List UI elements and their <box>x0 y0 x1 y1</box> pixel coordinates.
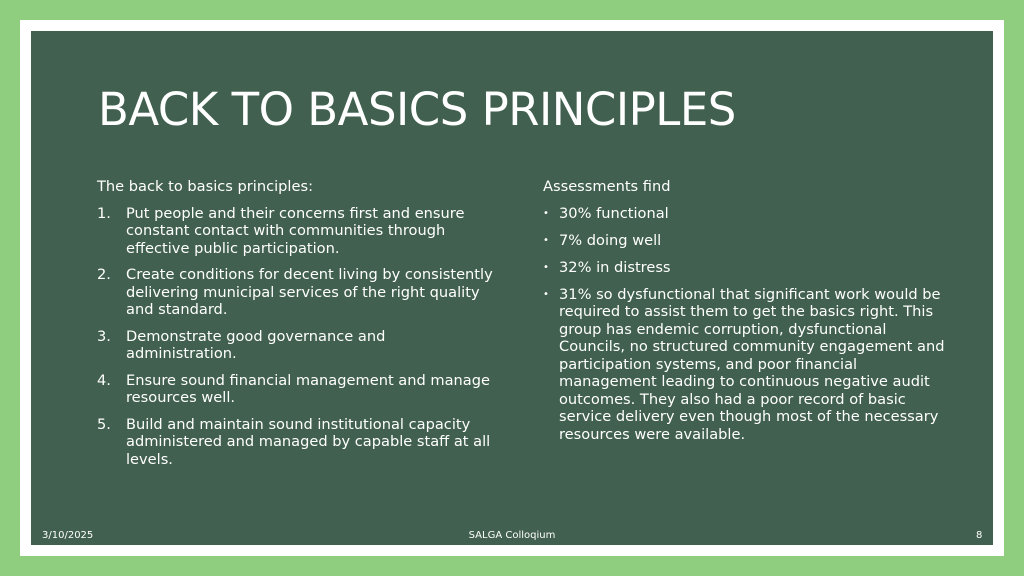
principle-text: Put people and their concerns first and ensure constant contact with communities through effective public participation. <box>126 204 465 257</box>
principle-text: Create conditions for decent living by consistently delivering municipal services of the right quality and standard. <box>126 266 493 318</box>
finding-item <box>543 232 953 250</box>
principle-number: 3. <box>97 327 111 345</box>
bullet-icon: • <box>543 207 549 219</box>
principle-item <box>97 372 497 407</box>
assessments-intro: Assessments find <box>543 178 671 195</box>
bullet-icon: • <box>543 234 549 246</box>
finding-item <box>543 259 953 277</box>
bullet-icon: • <box>543 288 549 300</box>
principle-item <box>97 266 497 319</box>
assessments-column <box>543 178 953 453</box>
finding-item <box>543 286 953 444</box>
finding-text: 7% doing well <box>559 231 662 249</box>
finding-text: 31% so dysfunctional that significant work would be required to assist them to get the basics right. This group has endemic corruption, dysfunctional Councils, no structured community engagement and participation systems, and poor financial management leading to continuous negative audit outcomes. They also had a poor record of basic service delivery even though most of the necessary resources were available. <box>559 285 945 443</box>
finding-text: 30% functional <box>559 204 669 222</box>
page-number: 8 <box>976 530 983 541</box>
footer-title: SALGA Colloqium <box>468 530 556 541</box>
principles-intro: The back to basics principles: <box>97 178 313 195</box>
principles-list <box>97 205 497 469</box>
principles-column <box>97 178 497 477</box>
principle-item <box>97 416 497 469</box>
finding-text: 32% in distress <box>559 258 671 276</box>
principle-number: 1. <box>97 204 111 222</box>
bullet-icon: • <box>543 261 549 273</box>
assessments-list <box>543 205 953 444</box>
principle-text: Build and maintain sound institutional capacity administered and managed by capable staff at all levels. <box>126 415 491 468</box>
finding-item <box>543 205 953 223</box>
footer-date: 3/10/2025 <box>42 530 94 541</box>
slide-title: BACK TO BASICS PRINCIPLES <box>98 83 736 136</box>
principle-item <box>97 328 497 363</box>
principle-text: Ensure sound financial management and manage resources well. <box>126 371 490 406</box>
principle-number: 5. <box>97 415 111 433</box>
principle-item <box>97 205 497 258</box>
principle-number: 4. <box>97 371 111 389</box>
slide <box>31 31 993 545</box>
principle-text: Demonstrate good governance and administration. <box>126 327 386 362</box>
principle-number: 2. <box>97 266 111 283</box>
